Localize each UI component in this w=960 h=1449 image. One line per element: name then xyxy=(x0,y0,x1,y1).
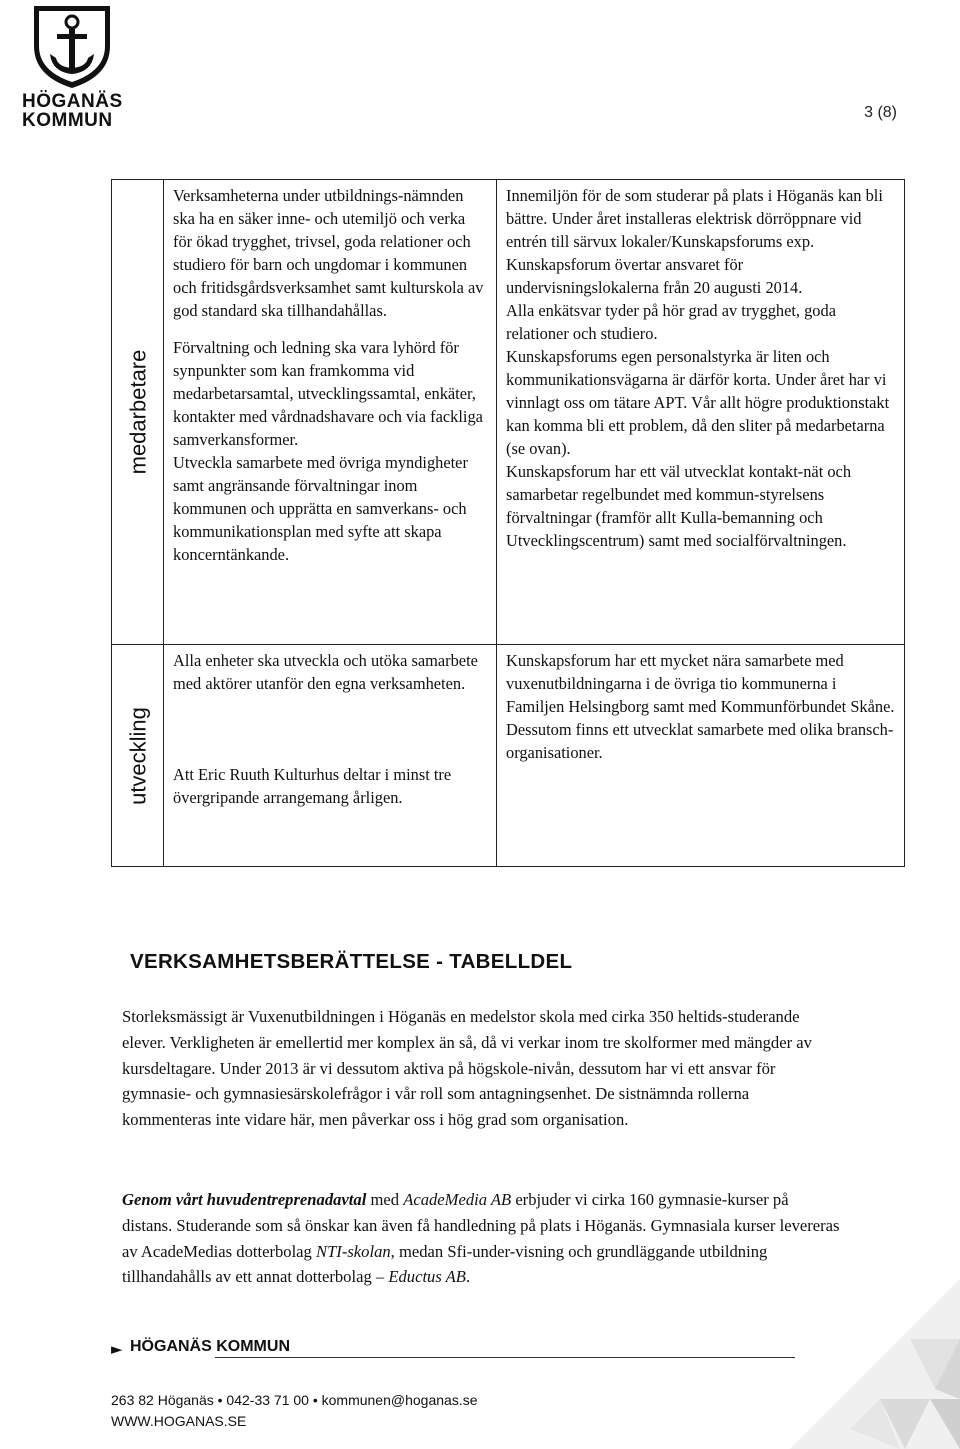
goals-table xyxy=(111,179,905,867)
results-cell xyxy=(497,645,905,867)
footer-address: 263 82 Höganäs • 042-33 71 00 • kommunen@hoganas.se xyxy=(111,1392,478,1408)
anchor-shield-icon xyxy=(22,2,122,90)
company-name: AcadeMedia AB xyxy=(403,1190,512,1209)
goal-text: Att Eric Ruuth Kulturhus deltar i minst tre övergripande arrangemang årligen. xyxy=(173,765,452,807)
body-paragraph xyxy=(122,1187,842,1290)
table-row xyxy=(112,180,905,645)
footer-divider xyxy=(215,1357,795,1358)
text-run: med xyxy=(366,1190,404,1209)
goal-text: Utveckla samarbete med övriga myndigheter samt angränsande förvaltningar inom kommunen och upprätta en samverkans- och kommunikationsplan med syfte att skapa koncerntänkande. xyxy=(173,453,468,564)
footer-brand: HÖGANÄS KOMMUN xyxy=(130,1338,290,1355)
goal-text: Alla enheter ska utveckla och utöka samarbete med aktörer utanför den egna verksamheten. xyxy=(173,651,478,693)
text-run: erbjuder vi cirka 160 gymnasie-kurser på distans. Studerande som så önskar kan även få handledning på plats i Höganäs. Gymnasiala kurser levereras av AcadeMedias dotterbolag xyxy=(122,1190,840,1261)
goal-text: Verksamheterna under utbildnings-nämnden ska ha en säker inne- och utemiljö och verka för ökad trygghet, trivsel, goda relationer och studiero för barn och ungdomar i kommunen och fritidsgårdsverksamhet samt kulturskola av god standard ska tillhandahållas. xyxy=(173,186,484,320)
result-text: Kunskapsforum har ett mycket nära samarbete med vuxenutbildningarna i de övriga tio kommunerna i Familjen Helsingborg samt med Kommunförbundet Skåne. Dessutom finns ett utvecklat samarbete med olika bransch-organisationer. xyxy=(506,651,895,762)
result-text: Kunskapsforums egen personalstyrka är liten och kommunikationsvägarna är därför korta. Under året har vi vinnlagt oss om tätare APT. Vår allt högre produktionstakt kan komma bli ett problem, då den sliter på medarbetarna (se ovan). xyxy=(506,347,890,458)
decorative-pattern-icon xyxy=(790,1279,960,1449)
goals-cell xyxy=(164,180,497,645)
results-cell xyxy=(497,180,905,645)
result-text: Kunskapsforum har ett väl utvecklat kontakt-nät och samarbetar regelbundet med kommun-styrelsens förvaltningar (framför allt Kulla-bemanning och Utvecklingscentrum) samt med socialförvaltningen. xyxy=(506,462,852,550)
page-number: 3 (8) xyxy=(864,104,897,121)
body-paragraph: Storleksmässigt är Vuxenutbildningen i Höganäs en medelstor skola med cirka 350 heltids-studerande elever. Verkligheten är emellertid mer komplex än så, då vi verkar inom tre skolformer med mängder av kursdeltagare. Under 2013 är vi dessutom aktiva på högskole-nivån, dessutom har vi ett ansvar för gymnasie- och gymnasiesärskolefrågor i vår roll som antagningsenhet. De sistnämnda rollerna kommenteras inte vidare här, men påverkar oss i hög grad som organisation. xyxy=(122,1007,812,1130)
row-label-cell xyxy=(112,645,164,867)
result-text: Alla enkätsvar tyder på hör grad av trygghet, goda relationer och studiero. xyxy=(506,301,836,343)
company-name: Eductus AB xyxy=(388,1267,466,1287)
goal-text: Förvaltning och ledning ska vara lyhörd för synpunkter som kan framkomma vid medarbetarsamtal, utvecklingssamtal, enkäter, kontakter med vårdnadshavare och via fackliga samverkansformer. xyxy=(173,338,483,449)
goals-cell xyxy=(164,645,497,867)
company-name: NTI-skolan xyxy=(316,1241,391,1261)
text-run: , medan Sfi-under-visning och grundläggande utbildning tillhandahålls av ett annat dotterbolag – xyxy=(122,1241,768,1287)
row-label-cell xyxy=(112,180,164,645)
result-text: Innemiljön för de som studerar på plats i Höganäs kan bli bättre. Under året installeras elektrisk dörröppnare vid entrén till särvux lokaler/Kunskapsforums exp. Kunskapsforum övertar ansvaret för undervisningslokalerna från 20 augusti 2014. xyxy=(506,186,883,297)
row-label: medarbetare xyxy=(125,349,150,475)
hoganas-logo xyxy=(22,2,123,131)
table-row xyxy=(112,645,905,867)
arrow-icon: ► xyxy=(111,1340,123,1358)
footer-website: WWW.HOGANAS.SE xyxy=(111,1413,247,1429)
logo-text-line1: HÖGANÄS xyxy=(22,91,123,112)
section-heading: VERKSAMHETSBERÄTTELSE - TABELLDEL xyxy=(130,950,573,973)
text-run: . xyxy=(465,1267,471,1287)
logo-text-line2: KOMMUN xyxy=(22,110,113,131)
row-label: utveckling xyxy=(125,706,150,805)
bold-italic-phrase: Genom vårt huvudentreprenadavtal xyxy=(122,1190,367,1209)
